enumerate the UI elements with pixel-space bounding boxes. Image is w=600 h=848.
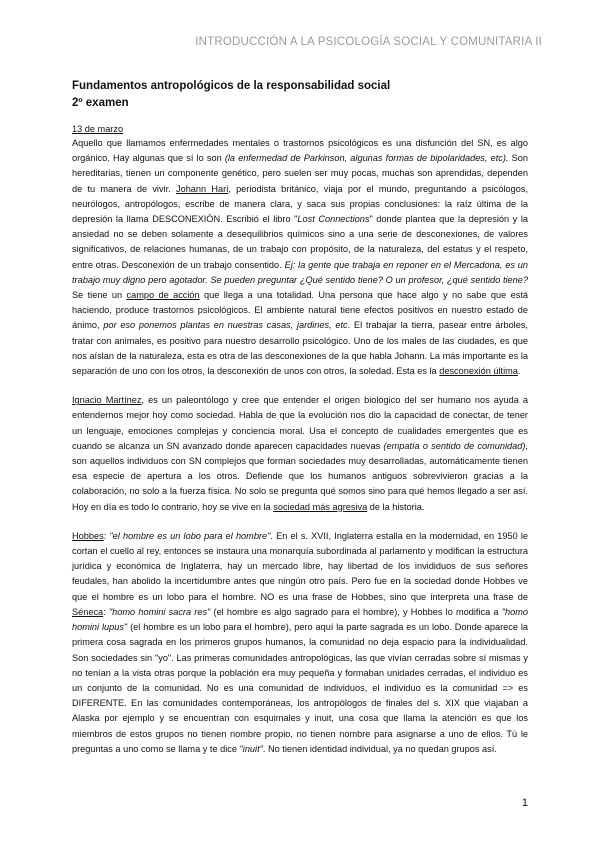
paragraph-hobbes: Hobbes: "el hombre es un lobo para el hombre". En el s. XVII, Inglaterra estalla en la modernidad, en 1950 le cortan el cuello al rey, entonces se instaura una monarquía subordinada al parlamento y modifican la estructura jurídica y económica de Inglaterra, hay un mercado libre, hay libertad de los invididuos de sus señores feudales, han abolido la incertidumbre antes que ningún otro país. Pero fue en la sociedad donde Hobbes ve que el hombre es un lobo para el hombre. NO es una frase de Hobbes, sino que interpreta una frase de Séneca: "homo homini sacra res" (el hombre es algo sagrado para el hombre), y Hobbes lo modifica a "homo homini lupus" (el hombre es un lobo para el hombre), pero aquí la parte sagrada es un lobo. Donde aparece la primera cosa sagrada en los primeros grupos humanos, la comunidad no deja espacio para la individualidad. Son sociedades sin "yo". Las primeras comunidades antropológicas, las que vivían cerradas sobre sí mismas y no tenían a la vista otras porque la población era muy pequeña y formaban unidades cerradas, el individuo es un conjunto de la comunidad. No es una comunidad de individuos, el individuo es la comunidad => es DIFERENTE. En las comunidades contemporáneas, los antropólogos de finales del s. XIX que viajaban a Alaska por ejemplo y se encuentran con esquimales y inuit, una cosa que llama la atención es que los miembros de estos grupos no tienen nombre propio, no tienen nombre para asignarse a uno de ellos. Tú le preguntas a uno como se llama y te dice "inuit". No tienen identidad individual, ya no quedan grupos así. (72, 530, 528, 754)
term-desconexion-ultima: desconexión última (439, 366, 518, 377)
name-johann-hari: Johann Hari (175, 183, 229, 194)
name-ignacio-martinez: Ignacio Martínez (72, 395, 142, 406)
running-header: INTRODUCCIÓN A LA PSICOLOGÍA SOCIAL Y COMUNITARIA II (195, 36, 542, 48)
section-date: 13 de marzo (72, 124, 124, 134)
document-subtitle: 2º examen (72, 97, 129, 109)
name-seneca: Séneca (72, 606, 104, 617)
term-sociedad-mas-agresiva: sociedad más agresiva (273, 501, 368, 512)
document-body (72, 78, 528, 757)
paragraph-ignacio-martinez: Ignacio Martínez, es un paleontólogo y cree que entender el origen biológico del ser humano nos ayuda a entendernos mejor hoy como sociedad. Habla de que la evolución nos dio la capacidad de conectar, de tener un lenguaje, emociones complejas y conciencia moral. Usa el concepto de cualidades emergentes que es cuando se alcanza un SN avanzado donde aparecen capacidades nuevas (empatía o sentido de comunidad), son aquellos individuos con SN complejos que forman sociedades muy desarrolladas, automáticamente tienen esa especie de apertura a los otros. Defiende que los humanos antiguos sobrevivieron gracias a la colaboración, no solo a la fuerza física. No solo se pregunta qué somos sino para qué hemos llegado a ser así. Hoy en día es todo lo contrario, hoy se vive en la sociedad más agresiva de la historia. (72, 395, 529, 512)
document-title: Fundamentos antropológicos de la responsabilidad social (72, 80, 391, 92)
page-number: 1 (521, 797, 528, 809)
paragraph-depresion: Aquello que llamamos enfermedades mentales o trastornos psicológicos es una disfunción del SN, es algo orgánico. Hay algunas que sí lo son (la enfermedad de Parkinson, algunas formas de bipolaridades, etc). Son hereditarias, tienen un componente genético, pero suelen ser muy pocas, muchas son aprendidas, dependen de tu manera de vivir. Johann Hari, periodista británico, viaja por el mundo, preguntando a psicólogos, neurólogos, antropólogos, escribe de manera clara, y saca sus propias conclusiones: la raíz última de la depresión la llama DESCONEXIÓN. Escribió el libro "Lost Connections" donde plantea que la depresión y la ansiedad no se deben solamente a desequilibrios químicos sino a una serie de desconexiones, de valores significativos, de relaciones humanas, de un trabajo con propósito, de la naturaleza, del estatus y el respeto, entre otras. Desconexión de un trabajo consentido. Ej: la gente que trabaja en reponer en el Mercadona, es un trabajo muy digno pero agotador. Se pueden preguntar ¿Qué sentido tiene? O un profesor, ¿qué sentido tiene? Se tiene un campo de acción que llega a una totalidad. Una persona que hace algo y no sabe que está haciendo, produce trastornos psicológicos. El ambiente natural tiene efectos positivos en nuestro estado de ánimo, por eso ponemos plantas en nuestras casas, jardines, etc. El trabajar la tierra, pasear entre árboles, tratar con animales, es positivo para nuestro desarrollo psicológico. Uno de los males de las ciudades, es que nos aíslan de la naturaleza, esta es otra de las desconexiones de la que habla Johann. La más importante es la separación de uno con los otros, la desconexión de unos con otros, la soledad. Esta es la desconexión última. (72, 138, 529, 377)
name-hobbes: Hobbes (72, 530, 104, 541)
term-campo-de-accion: campo de acción (126, 290, 200, 301)
book-title: Lost Connections (297, 214, 370, 225)
